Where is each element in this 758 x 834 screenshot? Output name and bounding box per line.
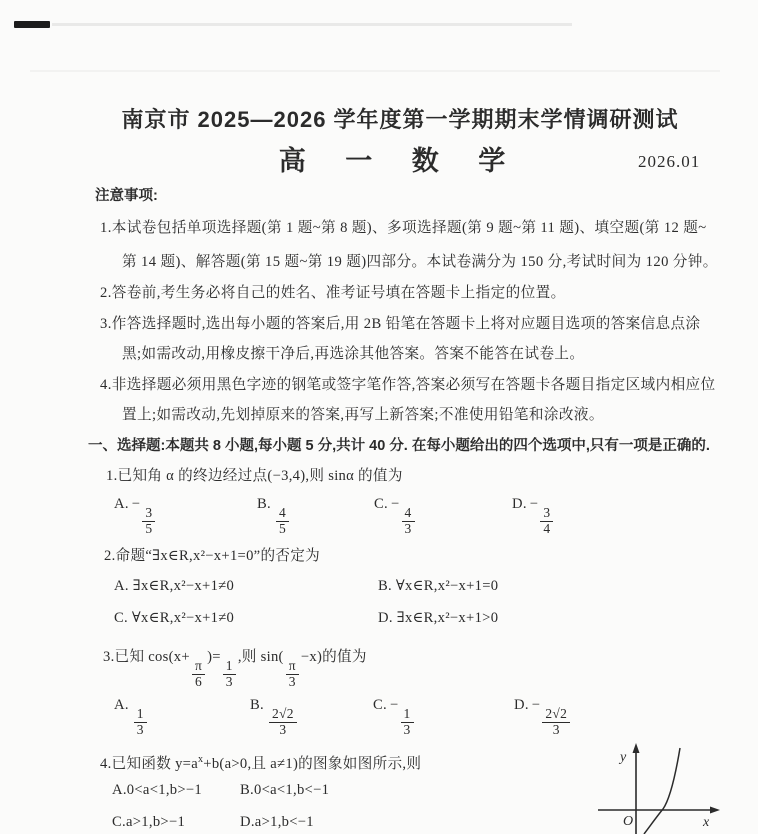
question-1-text: 1.已知角 α 的终边经过点(−3,4),则 sinα 的值为 [106,468,403,484]
question-4-option-a: A.0<a<1,b>−1 [112,782,203,798]
question-3-option-a [114,697,149,737]
y-axis-arrow [633,743,640,753]
option-sign: − [131,496,141,512]
scan-artifact-mark [14,21,50,28]
option-label: A. [114,496,129,512]
question-3-text: 3.已知 cos(x+ $\frac{\pi}{6}$ )= $\frac{1}{3}$ ,则 sin( $\frac{\pi}{3}$ −x)的值为 [103,649,367,689]
fraction: $\frac{3}{4}$ [540,506,553,537]
scan-artifact-streak [30,70,720,72]
question-2-option-b: B. ∀x∈R,x²−x+1=0 [378,578,499,594]
page-title: 南京市 2025—2026 学年度第一学期期末学情调研测试 [121,107,679,132]
fraction: $\frac{2√2}{3}$ [542,707,570,738]
notice-item-2-line-1: 2.答卷前,考生务必将自己的姓名、准考证号填在答题卡上指定的位置。 [100,285,566,301]
option-label: B. [250,697,264,713]
option-label: B. [257,496,271,512]
notice-item-3-line-1: 3.作答选择题时,选出每小题的答案后,用 2B 铅笔在答题卡上将对应题目选项的答案信息点涂 [100,316,701,332]
question-3-option-d [514,697,572,737]
question-4-option-c: C.a>1,b>−1 [112,814,186,830]
page-subtitle: 高 一 数 学 [278,146,522,176]
question-4-option-b: B.0<a<1,b<−1 [240,782,330,798]
notice-heading: 注意事项: [95,188,158,204]
option-label: C. [374,496,388,512]
question-3-option-c [373,697,416,737]
fraction: $\frac{1}{3}$ [223,659,236,690]
question-2-option-a: A. ∃x∈R,x²−x+1≠0 [114,578,235,594]
option-sign: − [390,496,400,512]
origin-label: O [623,814,634,829]
notice-item-3-line-2: 黑;如需改动,用橡皮擦干净后,再选涂其他答案。答案不能答在试卷上。 [122,346,585,362]
x-axis-label: x [703,815,710,830]
exponent: x [197,754,204,766]
fraction: $\frac{\pi}{3}$ [286,659,299,690]
fraction: $\frac{4}{3}$ [402,506,415,537]
question-2-text: 2.命题“∃x∈R,x²−x+1=0”的否定为 [104,548,321,564]
notice-item-4-line-1: 4.非选择题必须用黑色字迹的钢笔或签字笔作答,答案必须写在答题卡各题目指定区域内相应位 [100,377,716,393]
option-label: D. [512,496,527,512]
fraction: $\frac{3}{5}$ [142,506,155,537]
exponential-curve [644,748,680,834]
exam-date: 2026.01 [638,152,701,171]
option-label: C. [373,697,387,713]
fraction: $\frac{1}{3}$ [401,707,414,738]
notice-item-4-line-2: 置上;如需改动,先划掉原来的答案,再写上新答案;不准使用铅笔和涂改液。 [122,407,604,423]
question-2-option-c: C. ∀x∈R,x²−x+1≠0 [114,610,235,626]
notice-item-1-line-2: 第 14 题)、解答题(第 15 题~第 19 题)四部分。本试卷满分为 150 分,考试时间为 120 分钟。 [122,254,718,270]
y-axis-label: y [620,750,627,765]
option-label: A. [114,697,129,713]
x-axis-arrow [710,807,720,814]
fraction: $\frac{4}{5}$ [276,506,289,537]
question-3-option-b [250,697,299,737]
fraction: $\frac{2√2}{3}$ [269,707,297,738]
option-sign: − [529,496,539,512]
question-4-option-d: D.a>1,b<−1 [240,814,314,830]
option-label: D. [514,697,529,713]
question-1-option-c [374,496,417,536]
scan-artifact-streak [52,23,572,26]
notice-item-1-line-1: 1.本试卷包括单项选择题(第 1 题~第 8 题)、多项选择题(第 9 题~第 11 题)、填空题(第 12 题~ [100,220,707,236]
question-1-option-a [114,496,157,536]
section-1-heading: 一、选择题:本题共 8 小题,每小题 5 分,共计 40 分. 在每小题给出的四个选项中,只有一项是正确的. [88,438,710,454]
question-4-graph [593,742,725,834]
question-4-text: 4.已知函数 $y=a^x+b(a>0$,且 a≠1)的图象如图所示,则 [100,754,422,772]
option-sign: − [531,697,541,713]
fraction: $\frac{1}{3}$ [134,707,147,738]
question-1-option-d [512,496,555,536]
option-sign: − [389,697,399,713]
question-2-option-d: D. ∃x∈R,x²−x+1>0 [378,610,499,626]
fraction: $\frac{\pi}{6}$ [192,659,205,690]
question-1-option-b [257,496,291,536]
